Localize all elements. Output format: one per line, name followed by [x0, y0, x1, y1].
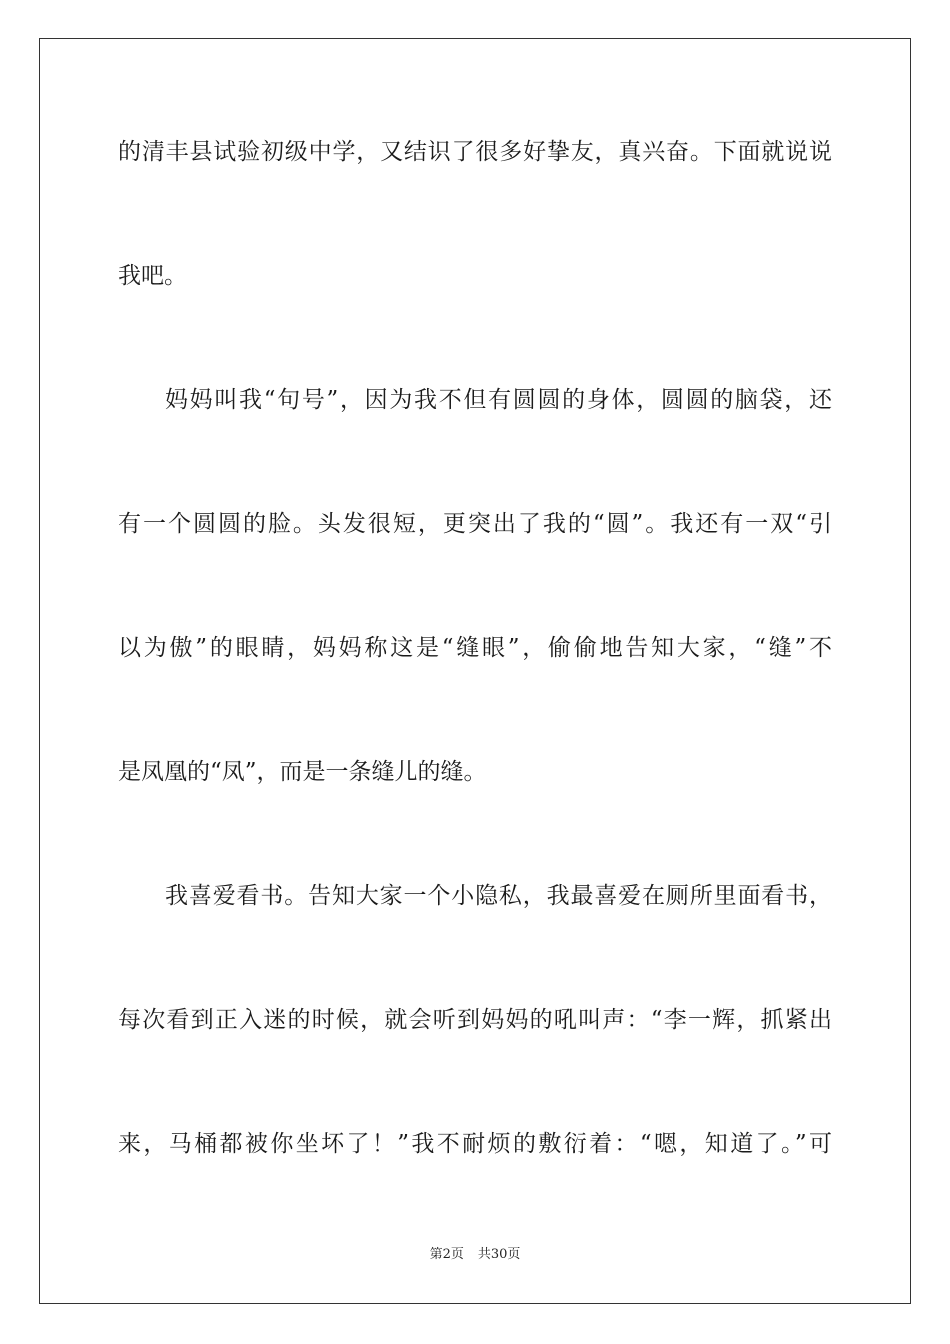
page-number: 第2页: [429, 1247, 464, 1262]
text-line: 我吧。: [118, 263, 187, 289]
text-line: 以为傲”的眼睛，妈妈称这是“缝眼”，偷偷地告知大家，“缝”不: [118, 635, 832, 661]
text-line: 有一个圆圆的脸。头发很短，更突出了我的“圆”。我还有一双“引: [118, 511, 832, 537]
text-line: 是凤凰的“凤”，而是一条缝儿的缝。: [118, 759, 487, 785]
paragraph-first-line: 妈妈叫我“句号”，因为我不但有圆圆的身体，圆圆的脑袋，还: [165, 387, 832, 413]
page-frame: [39, 38, 911, 1304]
page-footer: [0, 1246, 950, 1264]
page-total: 共30页: [477, 1247, 521, 1262]
text-line: 来，马桶都被你坐坏了！”我不耐烦的敷衍着：“嗯，知道了。”可: [118, 1131, 832, 1157]
paragraph-first-line: 我喜爱看书。告知大家一个小隐私，我最喜爱在厕所里面看书，: [165, 883, 832, 909]
text-line: 的清丰县试验初级中学，又结识了很多好挚友，真兴奋。下面就说说: [118, 139, 832, 165]
text-line: 每次看到正入迷的时候，就会听到妈妈的吼叫声：“李一辉，抓紧出: [118, 1007, 832, 1033]
